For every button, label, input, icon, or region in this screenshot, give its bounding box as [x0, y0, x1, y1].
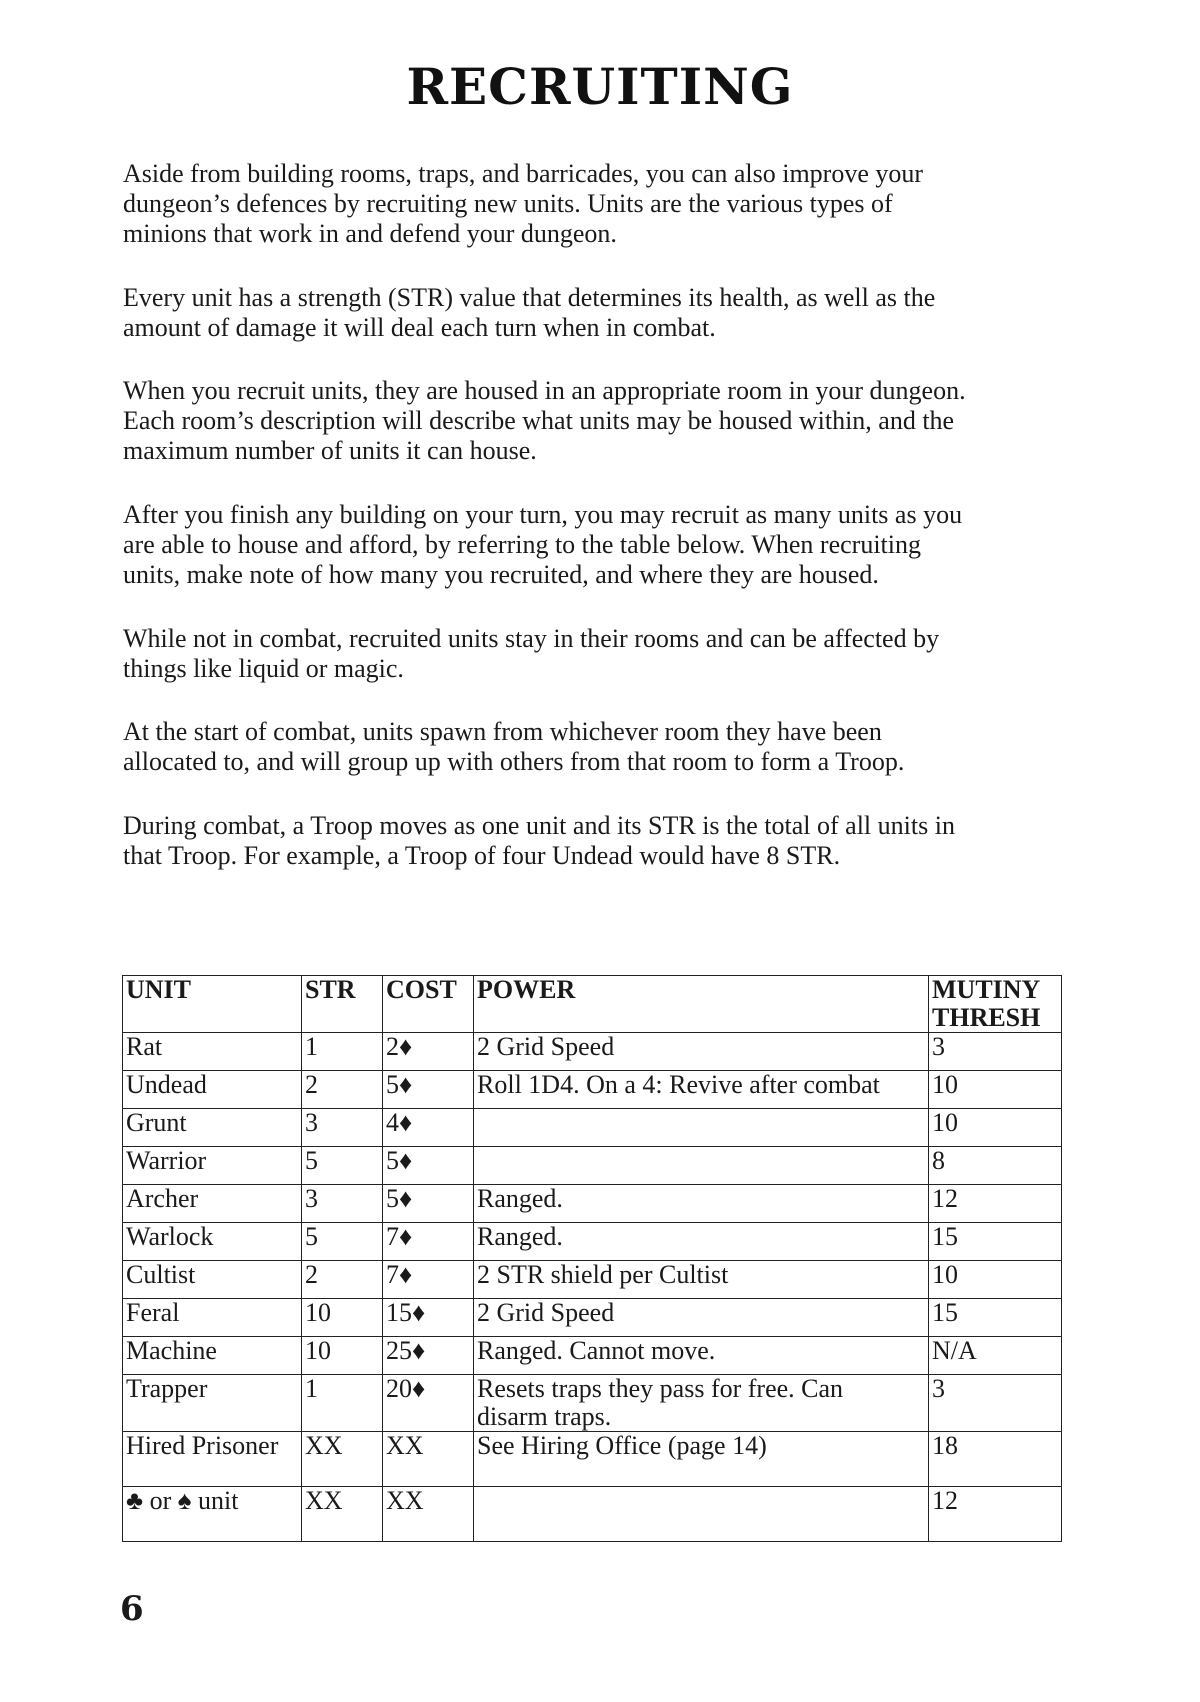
- cell-str: 2: [302, 1261, 383, 1299]
- cell-unit: Warlock: [123, 1223, 302, 1261]
- cell-unit: Archer: [123, 1185, 302, 1223]
- cell-mutiny: 3: [929, 1375, 1062, 1432]
- header-power: POWER: [474, 976, 929, 1033]
- table-row: [123, 1432, 1062, 1487]
- page-number: 6: [120, 1589, 144, 1629]
- page-title: RECRUITING: [406, 57, 794, 116]
- cell-power: Ranged.: [474, 1185, 929, 1223]
- cell-unit: Trapper: [123, 1375, 302, 1432]
- cell-cost: 7♦: [383, 1223, 474, 1261]
- cell-mutiny: 3: [929, 1033, 1062, 1071]
- cell-str: XX: [302, 1432, 383, 1487]
- units-table: [122, 975, 1062, 1542]
- cell-power: 2 Grid Speed: [474, 1299, 929, 1337]
- cell-unit: Hired Prisoner: [123, 1432, 302, 1487]
- cell-str: XX: [302, 1487, 383, 1542]
- header-mutiny-thresh: MUTINY THRESH: [929, 976, 1062, 1033]
- recruit-timing-paragraph: After you finish any building on your turn, you may recruit as many units as you are able to house and afford, by referring to the table below. When recruiting units, make note of how many you recruited, and where they are housed.: [123, 500, 963, 589]
- housing-paragraph: When you recruit units, they are housed in an appropriate room in your dungeon. Each room’s description will describe what units may be housed within, and the maximum number of units it can house.: [123, 376, 966, 465]
- cell-cost: 15♦: [383, 1299, 474, 1337]
- cell-power: [474, 1109, 929, 1147]
- cell-unit: Feral: [123, 1299, 302, 1337]
- cell-mutiny: N/A: [929, 1337, 1062, 1375]
- cell-str: 10: [302, 1337, 383, 1375]
- cell-str: 5: [302, 1147, 383, 1185]
- cell-mutiny: 10: [929, 1261, 1062, 1299]
- cell-mutiny: 12: [929, 1487, 1062, 1542]
- cell-mutiny: 8: [929, 1147, 1062, 1185]
- table-header-row: [123, 976, 1062, 1033]
- cell-cost: 5♦: [383, 1147, 474, 1185]
- table-row: [123, 1223, 1062, 1261]
- cell-power: Resets traps they pass for free. Can disarm traps.: [474, 1375, 929, 1432]
- table-row: [123, 1299, 1062, 1337]
- cell-str: 3: [302, 1185, 383, 1223]
- cell-power: 2 STR shield per Cultist: [474, 1261, 929, 1299]
- cell-power: [474, 1487, 929, 1542]
- combat-start-paragraph: At the start of combat, units spawn from whichever room they have been allocated to, and will group up with others from that room to form a Troop.: [123, 717, 905, 776]
- cell-unit: ♣ or ♠ unit: [123, 1487, 302, 1542]
- cell-power: 2 Grid Speed: [474, 1033, 929, 1071]
- cell-mutiny: 12: [929, 1185, 1062, 1223]
- table-row: [123, 1109, 1062, 1147]
- table-row: [123, 1147, 1062, 1185]
- cell-str: 1: [302, 1033, 383, 1071]
- cell-cost: XX: [383, 1487, 474, 1542]
- table-row: [123, 1071, 1062, 1109]
- troop-paragraph: During combat, a Troop moves as one unit and its STR is the total of all units in that Troop. For example, a Troop of four Undead would have 8 STR.: [123, 811, 955, 870]
- cell-cost: 20♦: [383, 1375, 474, 1432]
- cell-unit: Rat: [123, 1033, 302, 1071]
- cell-str: 5: [302, 1223, 383, 1261]
- strength-paragraph: Every unit has a strength (STR) value that determines its health, as well as the amount of damage it will deal each turn when in combat.: [123, 283, 936, 342]
- cell-mutiny: 10: [929, 1071, 1062, 1109]
- table-row: [123, 1033, 1062, 1071]
- cell-unit: Cultist: [123, 1261, 302, 1299]
- cell-cost: XX: [383, 1432, 474, 1487]
- cell-cost: 25♦: [383, 1337, 474, 1375]
- cell-power: See Hiring Office (page 14): [474, 1432, 929, 1487]
- cell-power: Ranged.: [474, 1223, 929, 1261]
- cell-unit: Machine: [123, 1337, 302, 1375]
- cell-str: 3: [302, 1109, 383, 1147]
- intro-paragraph: Aside from building rooms, traps, and barricades, you can also improve your dungeon’s defences by recruiting new units. Units are the various types of minions that work in and defend your dungeon.: [123, 159, 924, 248]
- cell-mutiny: 15: [929, 1223, 1062, 1261]
- cell-cost: 5♦: [383, 1071, 474, 1109]
- header-str: STR: [302, 976, 383, 1033]
- cell-power: [474, 1147, 929, 1185]
- cell-mutiny: 18: [929, 1432, 1062, 1487]
- cell-cost: 4♦: [383, 1109, 474, 1147]
- cell-cost: 7♦: [383, 1261, 474, 1299]
- cell-mutiny: 15: [929, 1299, 1062, 1337]
- table-row: [123, 1375, 1062, 1432]
- cell-power: Ranged. Cannot move.: [474, 1337, 929, 1375]
- table-row: [123, 1185, 1062, 1223]
- header-cost: COST: [383, 976, 474, 1033]
- table-row: [123, 1261, 1062, 1299]
- table-row: [123, 1487, 1062, 1542]
- cell-power: Roll 1D4. On a 4: Revive after combat: [474, 1071, 929, 1109]
- table-row: [123, 1337, 1062, 1375]
- cell-unit: Warrior: [123, 1147, 302, 1185]
- cell-str: 1: [302, 1375, 383, 1432]
- non-combat-paragraph: While not in combat, recruited units stay in their rooms and can be affected by things like liquid or magic.: [123, 624, 940, 683]
- cell-cost: 5♦: [383, 1185, 474, 1223]
- cell-unit: Grunt: [123, 1109, 302, 1147]
- cell-str: 10: [302, 1299, 383, 1337]
- cell-mutiny: 10: [929, 1109, 1062, 1147]
- header-unit: UNIT: [123, 976, 302, 1033]
- cell-cost: 2♦: [383, 1033, 474, 1071]
- cell-str: 2: [302, 1071, 383, 1109]
- cell-unit: Undead: [123, 1071, 302, 1109]
